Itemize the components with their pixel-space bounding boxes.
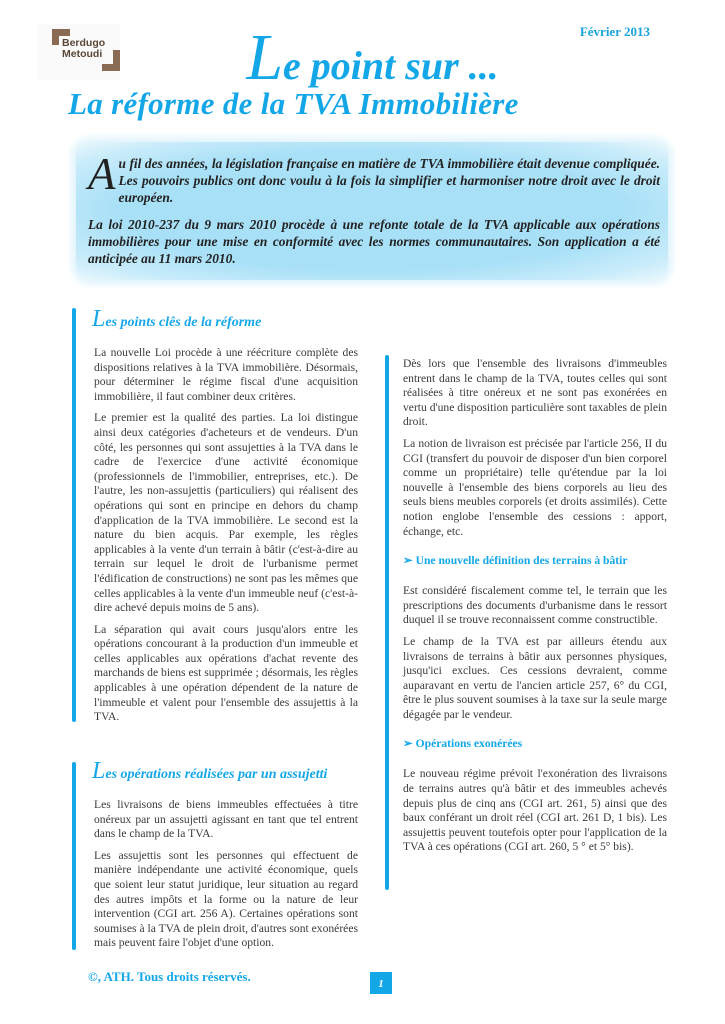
section-bar (72, 308, 76, 722)
intro-paragraph: La loi 2010-237 du 9 mars 2010 procède à une refonte totale de la TVA applicable aux opérations immobilières pour une mise en conformité avec les normes communautaires. Son application a été anticipée au 11 mars 2010. (88, 217, 660, 266)
copyright: ©, ATH. Tous droits réservés. (88, 969, 251, 984)
intro-box (76, 142, 668, 280)
section-heading: Les points clês de la réforme (92, 306, 262, 332)
paragraph: Le champ de la TVA est par ailleurs étendu aux livraisons de terrains à bâtir aux personnes physiques, jusqu'ici exclues. Ces cessions devraient, comme auparavant en vertu de l'ancien article 257, 6° du CGI, être le plus souvent soumises à la taxe sur la seule marge dégagée par le vendeur. (403, 634, 667, 721)
section-bar (72, 762, 76, 950)
paragraph: Le premier est la qualité des parties. La loi distingue ainsi deux catégories d'acheteurs et de vendeurs. D'un côté, les personnes qui sont assujetties à la TVA dans le cadre de l'exercice d'une activité économique (professionnels de l'immobilier, entreprises, etc.). De l'autre, les non-assujettis (particuliers) qui réalisent des opérations qui sont en principe en dehors du champ d'application de la TVA immobilière. Le second est la nature du bien acquis. Par exemple, les règles applicables à la vente d'un terrain à bâtir (c'est-à-dire au terrain sur lequel le droit de l'urbanisme permet l'édification de constructions) ne sont pas les mêmes que celles applicables à la vente d'un immeuble neuf (c'est-à-dire achevé depuis moins de 5 ans). (94, 411, 358, 615)
page-subtitle: La réforme de la TVA Immobilière (68, 86, 519, 121)
subheading: ➢ Une nouvelle définition des terrains à bâtir (403, 554, 628, 568)
subheading: ➢ Opérations exonérées (403, 737, 523, 751)
paragraph: La séparation qui avait cours jusqu'alors entre les opérations concourant à la production d'un immeuble et celles applicables aux opérations d'achat revente des marchands de biens est supprimée ; désormais, les règles applicables à une opération dépendent de la nature de l'immeuble et valent pour l'ensemble des assujettis à la TVA. (94, 622, 358, 724)
right-column (403, 357, 667, 862)
paragraph: Les assujettis sont les personnes qui effectuent de manière indépendante une activité économique, quels que soient leur statut juridique, leur situation au regard des autres impôts et la forme ou la nature de leur intervention (CGI art. 256 A). Certaines opérations sont soumises à la TVA de plein droit, d'autres sont exonérées mais peuvent faire l'objet d'une option. (94, 848, 358, 950)
paragraph: La notion de livraison est précisée par l'article 256, II du CGI (transfert du pouvoir de disposer d'un bien corporel comme un propriétaire) telle qu'étendue par la loi nouvelle à l'ensemble des biens corporels au lieu des seuls biens meubles corporels (et droits assimilés). Cette notion englobe l'ensemble des cessions : apport, échange, etc. (403, 436, 667, 538)
issue-date: Février 2013 (579, 24, 650, 39)
left-column (94, 306, 358, 732)
paragraph: Les livraisons de biens immeubles effectuées à titre onéreux par un assujetti agissant en tant que tel entrent dans le champ de la TVA. (94, 798, 358, 841)
section-heading: Les opérations réalisées par un assujetti (92, 758, 328, 784)
paragraph: Dès lors que l'ensemble des livraisons d'immeubles entrent dans le champ de la TVA, toutes celles qui sont réalisées à titre onéreux et ne sont pas exonérées en vertu d'une disposition particulière sont taxables de plein droit. (403, 357, 667, 429)
left-column-section2 (94, 758, 358, 958)
column-bar (385, 355, 389, 890)
drop-cap: A (88, 149, 116, 199)
paragraph: Est considéré fiscalement comme tel, le terrain que les prescriptions des documents d'urbanisme dans le ressort duquel il se trouve reconnaissent comme constructible. (403, 584, 667, 627)
paragraph: La nouvelle Loi procède à une réécriture complète des dispositions relatives à la TVA immobilière. Désormais, pour déterminer le régime fiscal d'une acquisition immobilière, il faut combiner deux critères. (94, 346, 358, 403)
logo-text: Berdugo Metoudi (62, 37, 106, 60)
intro-paragraph: Au fil des années, la législation française en matière de TVA immobilière était devenue compliquée. Les pouvoirs publics ont donc voulu à la fois la simplifier et harmoniser notre droit avec le droit européen. (88, 149, 660, 205)
page-title: Le point sur ... (246, 21, 499, 94)
paragraph: Le nouveau régime prévoit l'exonération des livraisons de terrains autres qu'à bâtir et des immeubles achevés depuis plus de cinq ans (CGI art. 261, 5) ainsi que des baux conférant un droit réel (CGI art. 261 D, 1 bis). Les assujettis peuvent toutefois opter pour l'application de la TVA à ces opérations (CGI art. 260, 5 ° et 5° bis). (403, 767, 667, 854)
page-number: 1 (370, 972, 392, 994)
